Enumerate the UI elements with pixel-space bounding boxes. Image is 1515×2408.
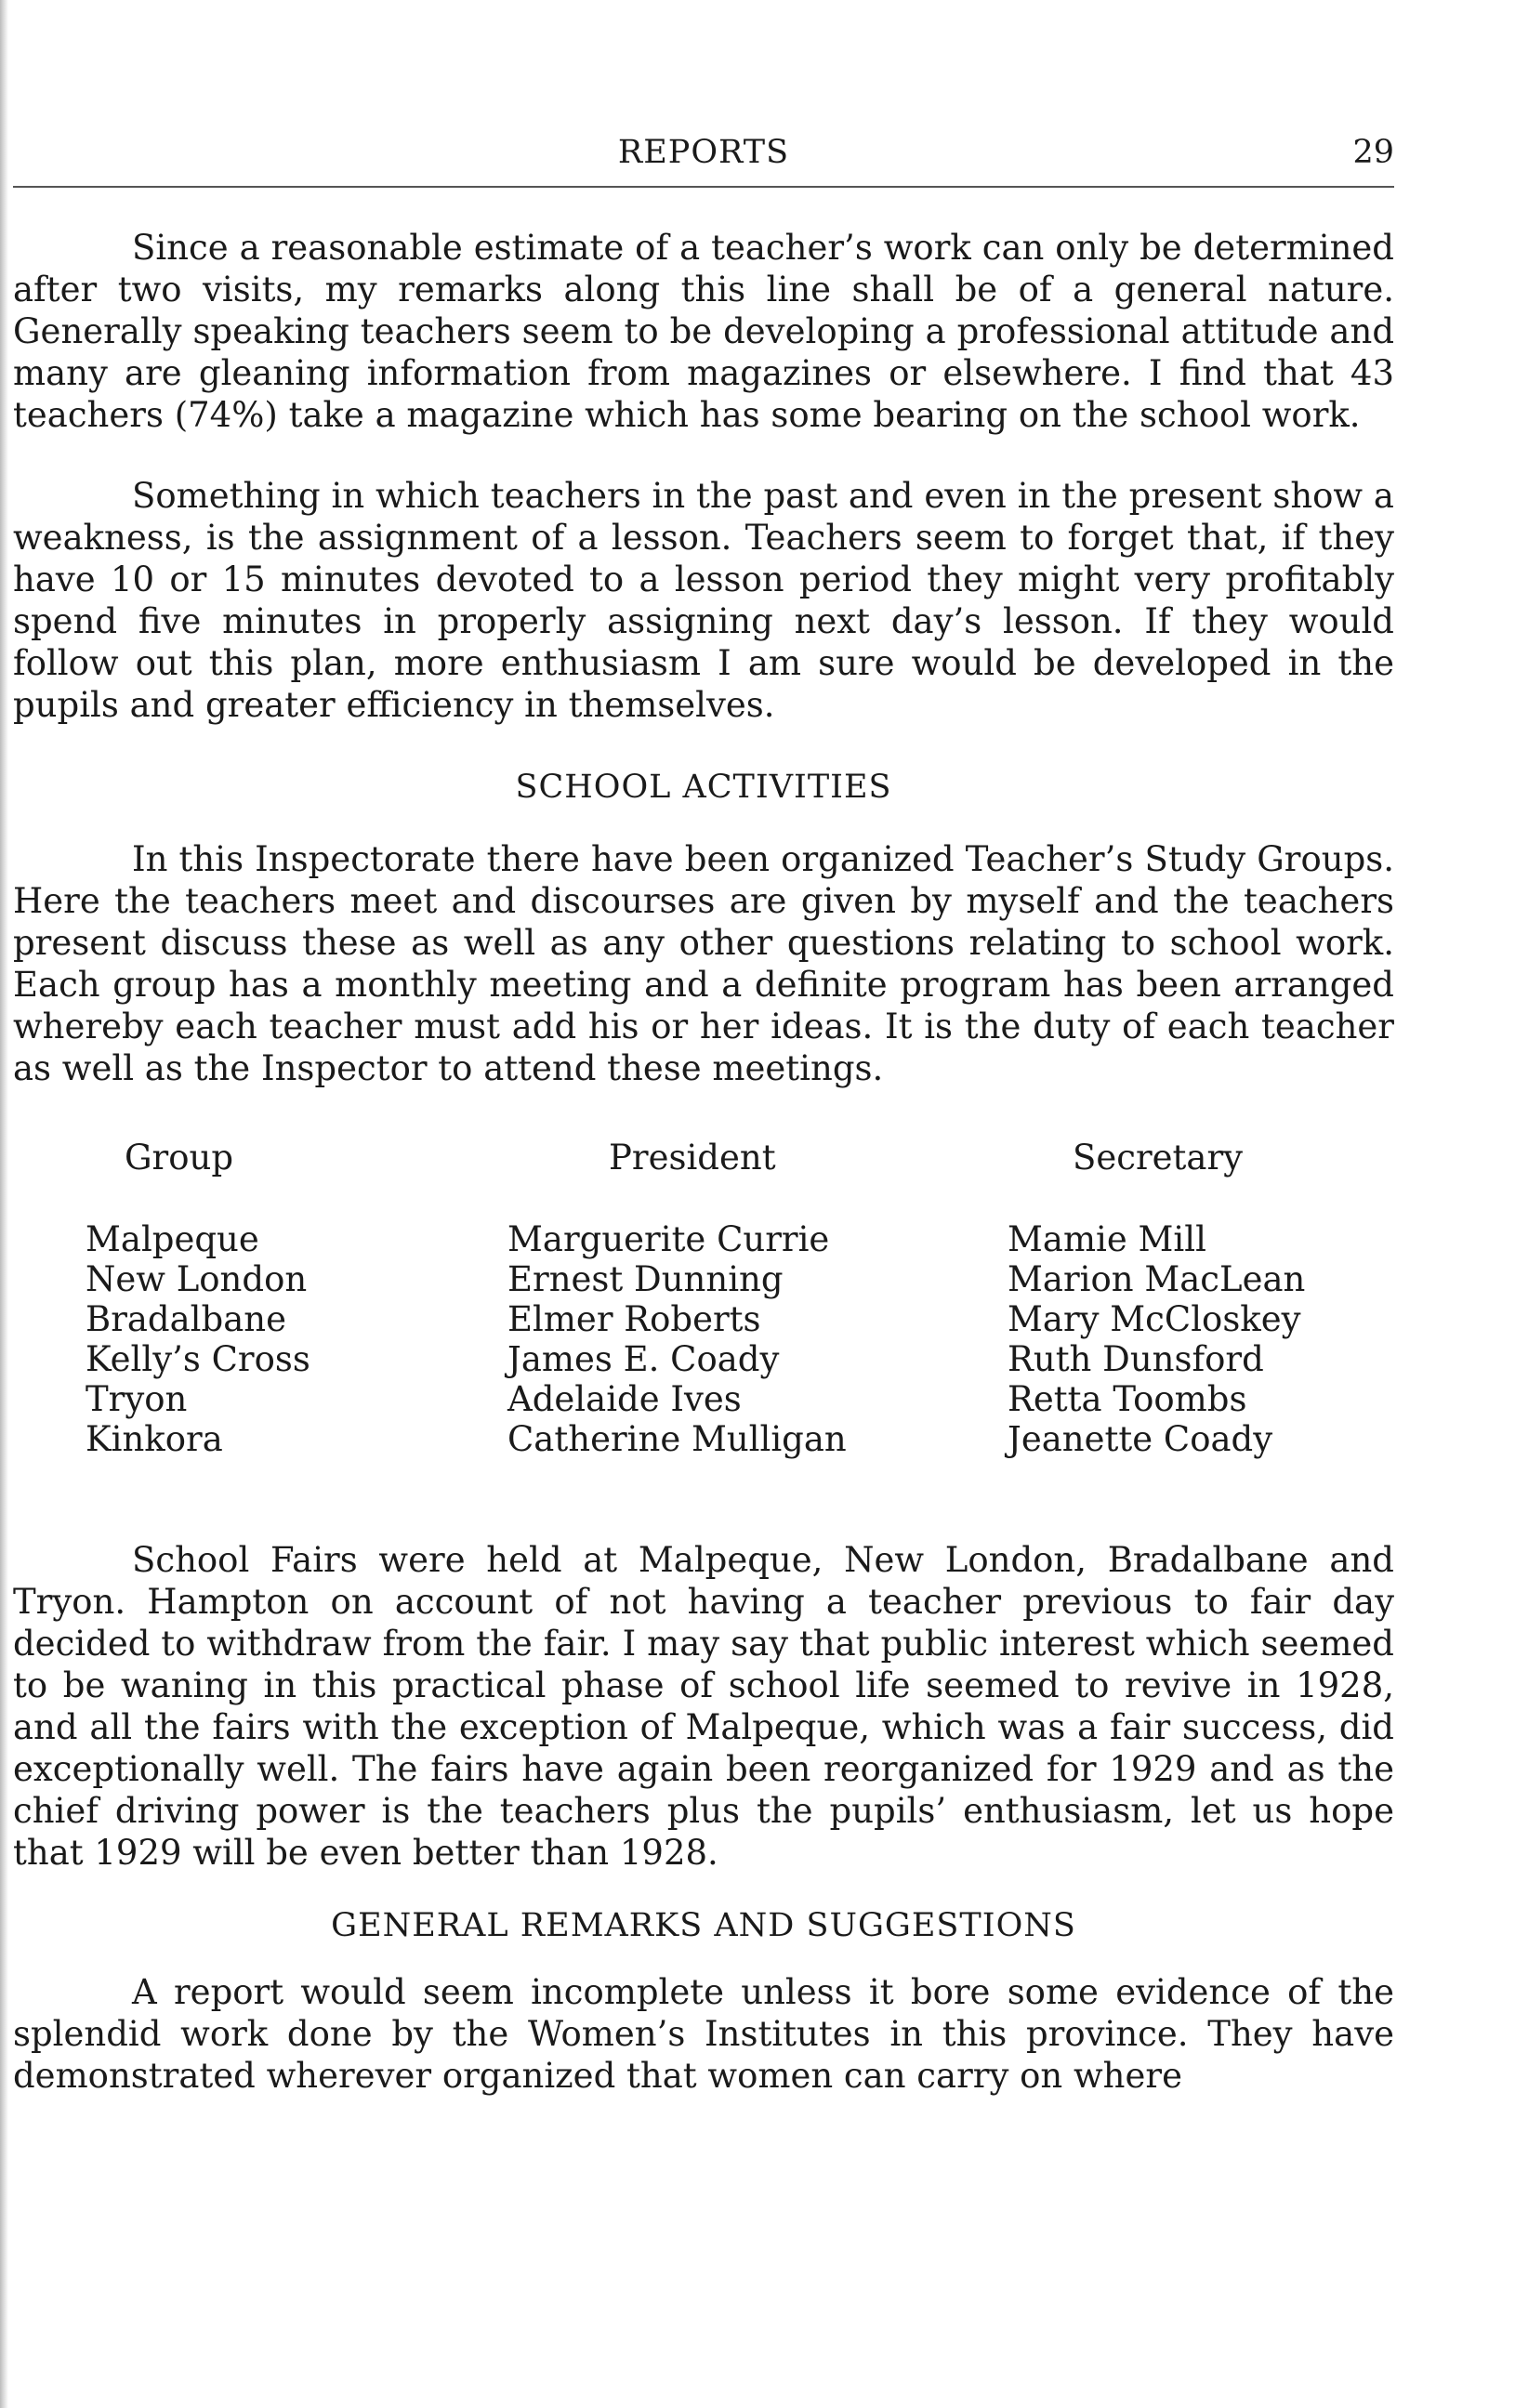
column-header-secretary: Secretary <box>1073 1138 1244 1178</box>
cell-president: Marguerite Currie <box>507 1219 830 1259</box>
column-header-president: President <box>609 1138 776 1178</box>
table-row <box>13 1219 1394 1259</box>
cell-group: Tryon <box>86 1379 188 1419</box>
table-row <box>13 1299 1394 1339</box>
cell-president: Elmer Roberts <box>507 1299 761 1339</box>
groups-table-body <box>13 1219 1394 1459</box>
paragraph-assignment: Something in which teachers in the past and even in the present show a weakness, is the assignment of a lesson. Teachers seem to forget that, if they have 10 or 15 minutes devoted to a lesson period they might very profitably spend five minutes in properly assigning next day’s lesson. If they would follow out this plan, more enthusiasm I am sure would be developed in the pupils and greater efficiency in themselves. <box>13 476 1394 725</box>
page-number: 29 <box>1352 134 1394 171</box>
heading-general-remarks: GENERAL REMARKS AND SUGGESTIONS <box>331 1907 1076 1944</box>
cell-secretary: Marion MacLean <box>1008 1259 1306 1299</box>
paragraph-estimate: Since a reasonable estimate of a teacher’s work can only be determined after two visits, my remarks along this line shall be of a general nature. Generally speaking teachers seem to be developing a professional attitude and many are gleaning information from magazines or elsewhere. I find that 43 teachers (74%) take a magazine which has some bearing on the school work. <box>13 228 1394 435</box>
cell-group: Bradalbane <box>86 1299 286 1339</box>
cell-group: Malpeque <box>86 1219 259 1259</box>
table-row <box>13 1339 1394 1379</box>
document-page <box>13 130 1394 2097</box>
paragraph-institutes: A report would seem incomplete unless it bore some evidence of the splendid work done by the Women’s Institutes in this province. They have demonstrated wherever organized that women can carry on where <box>13 1972 1394 2096</box>
column-header-group: Group <box>125 1138 234 1178</box>
table-row <box>13 1379 1394 1419</box>
cell-secretary: Ruth Dunsford <box>1008 1339 1264 1379</box>
running-head <box>13 130 1394 188</box>
cell-group: Kinkora <box>86 1419 223 1459</box>
cell-secretary: Mary McCloskey <box>1008 1299 1301 1339</box>
cell-president: Catherine Mulligan <box>507 1419 847 1459</box>
cell-secretary: Jeanette Coady <box>1008 1419 1273 1459</box>
cell-president: Adelaide Ives <box>507 1379 742 1419</box>
cell-group: New London <box>86 1259 308 1299</box>
table-row <box>13 1259 1394 1299</box>
paragraph-school-fairs: School Fairs were held at Malpeque, New London, Bradalbane and Tryon. Hampton on account of not having a teacher previous to fair day decided to withdraw from the fair. I may say that public interest which seemed to be waning in this practical phase of school life seemed to revive in 1928, and all the fairs with the exception of Malpeque, which was a fair success, did exceptionally well. The fairs have again been reorganized for 1929 and as the chief driving power is the teachers plus the pupils’ enthusiasm, let us hope that 1929 will be even better than 1928. <box>13 1540 1394 1873</box>
paragraph-study-groups: In this Inspectorate there have been organized Teacher’s Study Groups. Here the teachers meet and discourses are given by myself and the teachers present discuss these as well as any other questions relating to school work. Each group has a monthly meeting and a definite program has been arranged whereby each teacher must add his or her ideas. It is the duty of each teacher as well as the Inspector to attend these meetings. <box>13 839 1394 1088</box>
cell-secretary: Mamie Mill <box>1008 1219 1206 1259</box>
cell-president: Ernest Dunning <box>507 1259 784 1299</box>
heading-school-activities: SCHOOL ACTIVITIES <box>515 769 892 806</box>
table-row <box>13 1419 1394 1459</box>
groups-table <box>13 1138 1394 1483</box>
cell-group: Kelly’s Cross <box>86 1339 310 1379</box>
cell-president: James E. Coady <box>507 1339 780 1379</box>
groups-table-header <box>13 1138 1394 1184</box>
running-title: REPORTS <box>617 134 790 171</box>
scan-edge <box>0 0 8 2408</box>
cell-secretary: Retta Toombs <box>1008 1379 1247 1419</box>
